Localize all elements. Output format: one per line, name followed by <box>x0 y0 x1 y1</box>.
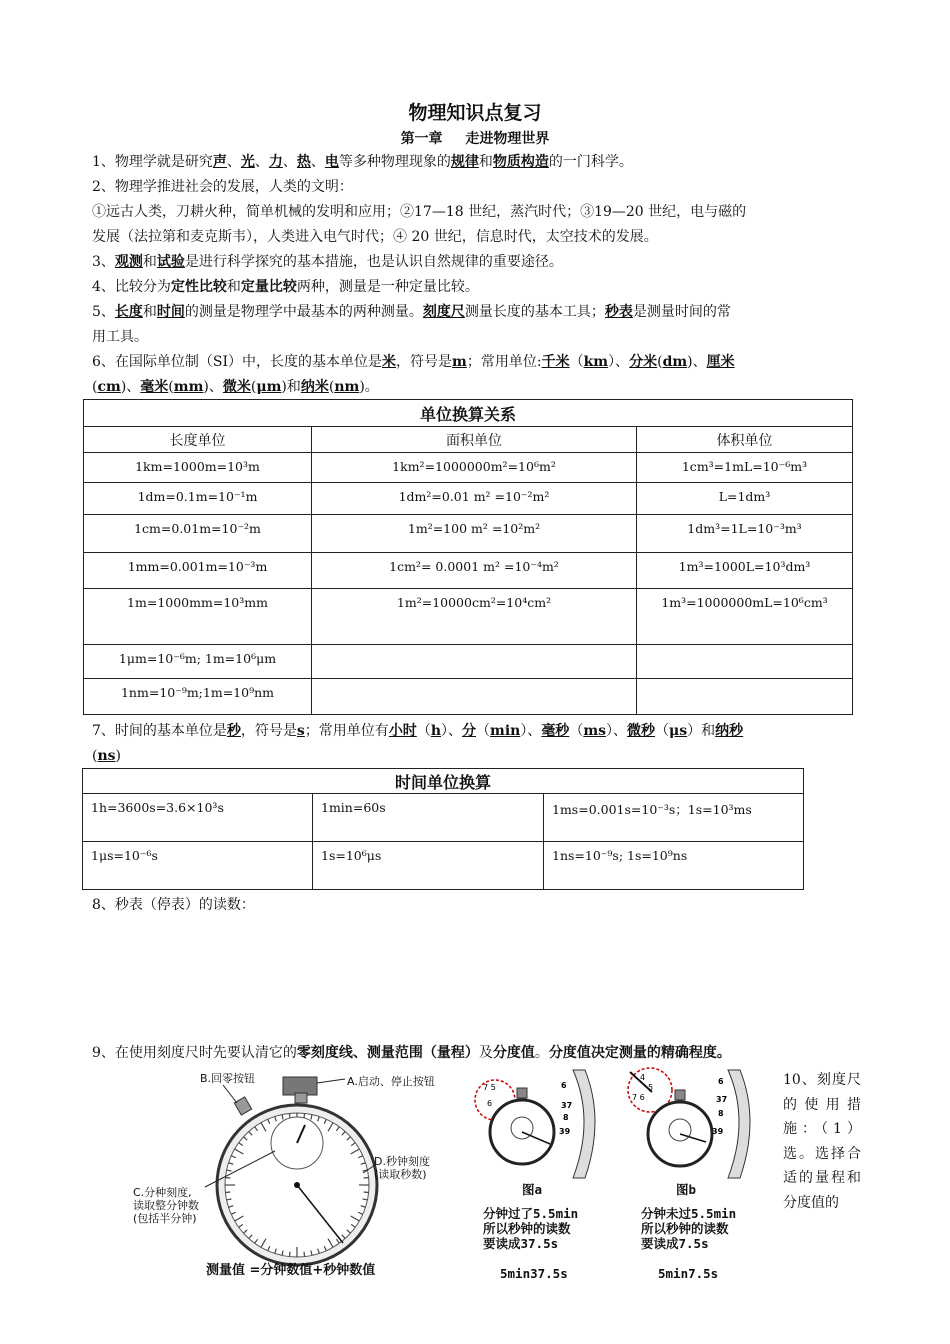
figure-a-stopwatch <box>465 1060 625 1182</box>
table-cell: 1m²=10000cm²=10⁴cm² <box>312 589 637 645</box>
table-cell: 1m=1000mm=10³mm <box>84 589 312 645</box>
table-cell: 1min=60s <box>313 794 544 842</box>
svg-text:37: 37 <box>561 1101 573 1110</box>
svg-text:7 5: 7 5 <box>483 1083 496 1092</box>
table-cell: 1mm=0.001m=10⁻³m <box>84 553 312 589</box>
paragraph-3: 3、观测和试验是进行科学探究的基本措施，也是认识自然规律的重要途径。 <box>92 254 563 270</box>
dial-tick <box>364 1192 369 1193</box>
table-cell <box>637 645 853 679</box>
chapter-title: 第一章 走进物理世界 <box>400 131 550 147</box>
table-cell: 1ms=0.001s=10⁻³s；1s=10³ms <box>544 794 804 842</box>
stopwatch-formula: 测量值 =分钟数值+秒钟数值 <box>206 1263 376 1278</box>
table-cell: 1cm³=1mL=10⁻⁶m³ <box>637 453 853 483</box>
table-cell: 1m³=1000000mL=10⁶cm³ <box>637 589 853 645</box>
paragraph-6: 6、在国际单位制（SI）中，长度的基本单位是米，符号是m；常用单位:千米（km）、分米(dm)、厘米 <box>92 354 735 370</box>
svg-text:8: 8 <box>718 1109 724 1118</box>
figure-b-label: 图b <box>676 1182 697 1197</box>
table-cell <box>312 645 637 679</box>
label-minute-scale: C.分种刻度, 读取整分钟数 (包括半分钟) <box>133 1186 199 1225</box>
time-conversion-table <box>82 768 804 890</box>
table-row <box>84 645 853 679</box>
column-header: 长度单位 <box>84 427 312 453</box>
dial-tick <box>364 1177 369 1178</box>
table-row <box>84 515 853 553</box>
table-cell: 1dm=0.1m=10⁻¹m <box>84 483 312 515</box>
table-cell: 1cm²= 0.0001 m² =10⁻⁴m² <box>312 553 637 589</box>
figure-a-label: 图a <box>522 1182 543 1197</box>
table-row <box>83 794 804 842</box>
paragraph-2a: ①远古人类，刀耕火种，简单机械的发明和应用；②17—18 世纪，蒸汽时代；③19—20 世纪，电与磁的 <box>92 204 747 220</box>
paragraph-2: 2、物理学推进社会的发展，人类的文明： <box>92 179 353 195</box>
figure-b-stopwatch <box>620 1060 780 1182</box>
paragraph-7b: (ns) <box>92 748 121 764</box>
svg-text:7 6: 7 6 <box>632 1093 645 1102</box>
paragraph-8: 8、秒表（停表）的读数： <box>92 897 255 913</box>
table-cell: 1cm=0.01m=10⁻²m <box>84 515 312 553</box>
paragraph-10: 10、刻度尺的使用措施：（1）选。选择合适的量程和分度值的 <box>783 1072 861 1211</box>
dial-tick <box>304 1252 305 1257</box>
table-cell: L=1dm³ <box>637 483 853 515</box>
svg-text:6: 6 <box>561 1081 567 1090</box>
svg-text:37: 37 <box>716 1095 728 1104</box>
svg-text:4: 4 <box>640 1073 646 1082</box>
table-row <box>83 842 804 890</box>
table-row <box>84 453 853 483</box>
table-cell <box>312 679 637 715</box>
svg-text:6: 6 <box>718 1077 724 1086</box>
paragraph-4: 4、比较分为定性比较和定量比较两种，测量是一种定量比较。 <box>92 279 479 295</box>
figure-b-text: 分钟未过5.5min 所以秒钟的读数 要读成7.5s <box>641 1206 737 1251</box>
paragraph-6b: (cm)、毫米(mm)、微米(μm)和纳米(nm)。 <box>92 379 379 395</box>
dial-tick <box>225 1177 230 1178</box>
paragraph-5b: 用工具。 <box>92 329 148 345</box>
table-title: 单位换算关系 <box>84 400 853 427</box>
table-cell <box>637 679 853 715</box>
table-cell: 1m³=1000L=10³dm³ <box>637 553 853 589</box>
paragraph-2b: 发展（法拉第和麦克斯韦），人类进入电气时代；④ 20 世纪，信息时代，太空技术的发展。 <box>92 229 658 245</box>
table-cell: 1ns=10⁻⁹s; 1s=10⁹ns <box>544 842 804 890</box>
table-cell: 1dm²=0.01 m² =10⁻²m² <box>312 483 637 515</box>
table-cell: 1h=3600s=3.6×10³s <box>83 794 313 842</box>
table-cell: 1μs=10⁻⁶s <box>83 842 313 890</box>
table-cell: 1m²=100 m² =10²m² <box>312 515 637 553</box>
table-cell: 1km=1000m=10³m <box>84 453 312 483</box>
figure-a-result: 5min37.5s <box>500 1266 568 1281</box>
unit-conversion-table <box>83 399 853 715</box>
paragraph-9: 9、在使用刻度尺时先要认清它的零刻度线、测量范围（量程）及分度值。分度值决定测量的精确程度。 <box>92 1045 731 1061</box>
figure-b-result: 5min7.5s <box>658 1266 719 1281</box>
paragraph-1: 1、物理学就是研究声、光、力、热、电等多种物理现象的规律和物质构造的一门科学。 <box>92 154 633 170</box>
table-cell: 1nm=10⁻⁹m;1m=10⁹nm <box>84 679 312 715</box>
page-title: 物理知识点复习 <box>408 102 542 124</box>
table-title: 时间单位换算 <box>83 769 804 794</box>
svg-text:6: 6 <box>487 1099 493 1108</box>
label-reset-button: B.回零按钮 <box>200 1072 256 1085</box>
table-cell: 1μm=10⁻⁶m; 1m=10⁶μm <box>84 645 312 679</box>
table-row <box>84 553 853 589</box>
dial-tick <box>289 1252 290 1257</box>
column-header: 面积单位 <box>312 427 637 453</box>
table-row <box>84 483 853 515</box>
paragraph-7: 7、时间的基本单位是秒，符号是s；常用单位有小时（h）、分（min）、毫秒（ms）、微秒（μs）和纳秒 <box>92 723 744 739</box>
column-header: 体积单位 <box>637 427 853 453</box>
label-second-scale: D.秒钟刻度 (读取秒数) <box>374 1155 430 1181</box>
table-row <box>84 679 853 715</box>
svg-text:39: 39 <box>712 1127 724 1136</box>
svg-text:39: 39 <box>559 1127 571 1136</box>
figure-a-text: 分钟过了5.5min 所以秒钟的读数 要读成37.5s <box>483 1206 579 1251</box>
table-cell: 1s=10⁶μs <box>313 842 544 890</box>
svg-text:5: 5 <box>648 1083 654 1092</box>
table-cell: 1dm³=1L=10⁻³m³ <box>637 515 853 553</box>
dial-tick <box>225 1192 230 1193</box>
table-cell: 1km²=1000000m²=10⁶m² <box>312 453 637 483</box>
label-start-stop-button: A.启动、停止按钮 <box>347 1075 435 1088</box>
paragraph-5: 5、长度和时间的测量是物理学中最基本的两种测量。刻度尺测量长度的基本工具；秒表是测量时间的常 <box>92 304 731 320</box>
table-row <box>84 589 853 645</box>
svg-text:8: 8 <box>563 1113 569 1122</box>
